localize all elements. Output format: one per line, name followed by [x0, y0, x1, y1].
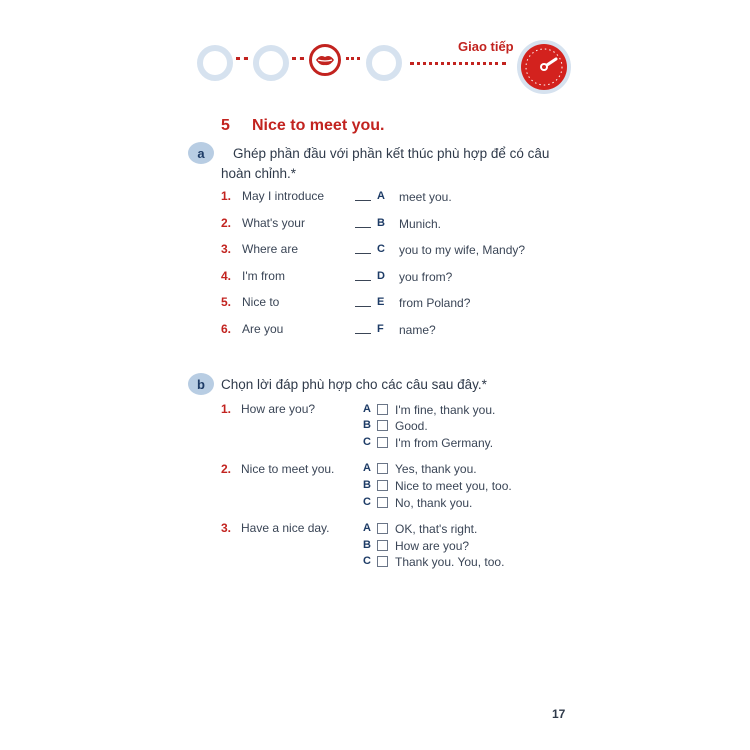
option-letter: B — [363, 419, 371, 431]
timer-icon — [516, 39, 572, 95]
checkbox-icon[interactable] — [377, 497, 388, 508]
ending-letter: D — [377, 270, 385, 282]
option-text: Thank you. You, too. — [395, 555, 505, 569]
item-ending: Munich. — [399, 217, 442, 231]
answer-blank[interactable] — [355, 200, 371, 201]
option-letter: A — [363, 462, 371, 474]
option-text: I'm from Germany. — [395, 436, 494, 450]
question-text: How are you? — [241, 402, 316, 416]
item-ending: meet you. — [399, 190, 452, 204]
option-text: OK, that's right. — [395, 522, 478, 536]
option-letter: A — [363, 403, 371, 415]
question-text: Nice to meet you. — [241, 462, 335, 476]
answer-blank[interactable] — [355, 333, 371, 334]
part-a-instruction-line2: hoàn chỉnh.* — [221, 166, 297, 181]
item-start: Where are — [242, 242, 299, 256]
ending-letter: B — [377, 217, 385, 229]
question-number: 1. — [221, 402, 232, 416]
item-number: 6. — [221, 322, 232, 336]
item-number: 3. — [221, 242, 232, 256]
page-header — [0, 0, 750, 100]
item-start: I'm from — [242, 269, 285, 283]
answer-blank[interactable] — [355, 306, 371, 307]
checkbox-icon[interactable] — [377, 463, 388, 474]
item-ending: from Poland? — [399, 296, 471, 310]
option-text: No, thank you. — [395, 496, 473, 510]
option-text: Good. — [395, 419, 428, 433]
dots-separator — [410, 62, 506, 65]
ending-letter: C — [377, 243, 385, 255]
page-number: 17 — [552, 707, 566, 721]
item-number: 5. — [221, 295, 232, 309]
checkbox-icon[interactable] — [377, 556, 388, 567]
item-start: May I introduce — [242, 189, 325, 203]
lips-icon — [309, 44, 341, 76]
progress-ring-icon — [197, 45, 233, 81]
dots-separator — [236, 57, 248, 60]
answer-blank[interactable] — [355, 227, 371, 228]
part-a-instruction-line1: Ghép phần đầu với phần kết thúc phù hợp để có câu — [233, 146, 550, 161]
part-b-instruction: Chọn lời đáp phù hợp cho các câu sau đây.* — [221, 377, 487, 392]
checkbox-icon[interactable] — [377, 437, 388, 448]
option-text: How are you? — [395, 539, 470, 553]
checkbox-icon[interactable] — [377, 523, 388, 534]
question-number: 3. — [221, 521, 232, 535]
option-text: I'm fine, thank you. — [395, 403, 496, 417]
dots-separator — [346, 57, 360, 60]
item-ending: you from? — [399, 270, 453, 284]
item-number: 2. — [221, 216, 232, 230]
section-label: Giao tiếp — [458, 39, 514, 54]
item-start: What's your — [242, 216, 305, 230]
checkbox-icon[interactable] — [377, 480, 388, 491]
item-ending: you to my wife, Mandy? — [399, 243, 526, 257]
item-number: 4. — [221, 269, 232, 283]
option-letter: B — [363, 539, 371, 551]
option-letter: B — [363, 479, 371, 491]
option-text: Yes, thank you. — [395, 462, 477, 476]
option-letter: C — [363, 436, 371, 448]
progress-ring-icon — [253, 45, 289, 81]
exercise-title-text: Nice to meet you. — [252, 117, 385, 134]
option-text: Nice to meet you, too. — [395, 479, 512, 493]
option-letter: C — [363, 555, 371, 567]
dots-separator — [292, 57, 304, 60]
answer-blank[interactable] — [355, 280, 371, 281]
ending-letter: F — [377, 323, 384, 335]
question-number: 2. — [221, 462, 232, 476]
progress-ring-icon — [366, 45, 402, 81]
item-start: Nice to — [242, 295, 280, 309]
item-number: 1. — [221, 189, 232, 203]
answer-blank[interactable] — [355, 253, 371, 254]
checkbox-icon[interactable] — [377, 540, 388, 551]
item-ending: name? — [399, 323, 436, 337]
option-letter: A — [363, 522, 371, 534]
ending-letter: A — [377, 190, 385, 202]
exercise-number: 5 — [221, 117, 230, 134]
item-start: Are you — [242, 322, 284, 336]
question-text: Have a nice day. — [241, 521, 330, 535]
option-letter: C — [363, 496, 371, 508]
checkbox-icon[interactable] — [377, 420, 388, 431]
exercise-title — [221, 117, 384, 135]
ending-letter: E — [377, 296, 385, 308]
part-b-badge: b — [188, 373, 214, 395]
checkbox-icon[interactable] — [377, 404, 388, 415]
part-a-badge: a — [188, 142, 214, 164]
